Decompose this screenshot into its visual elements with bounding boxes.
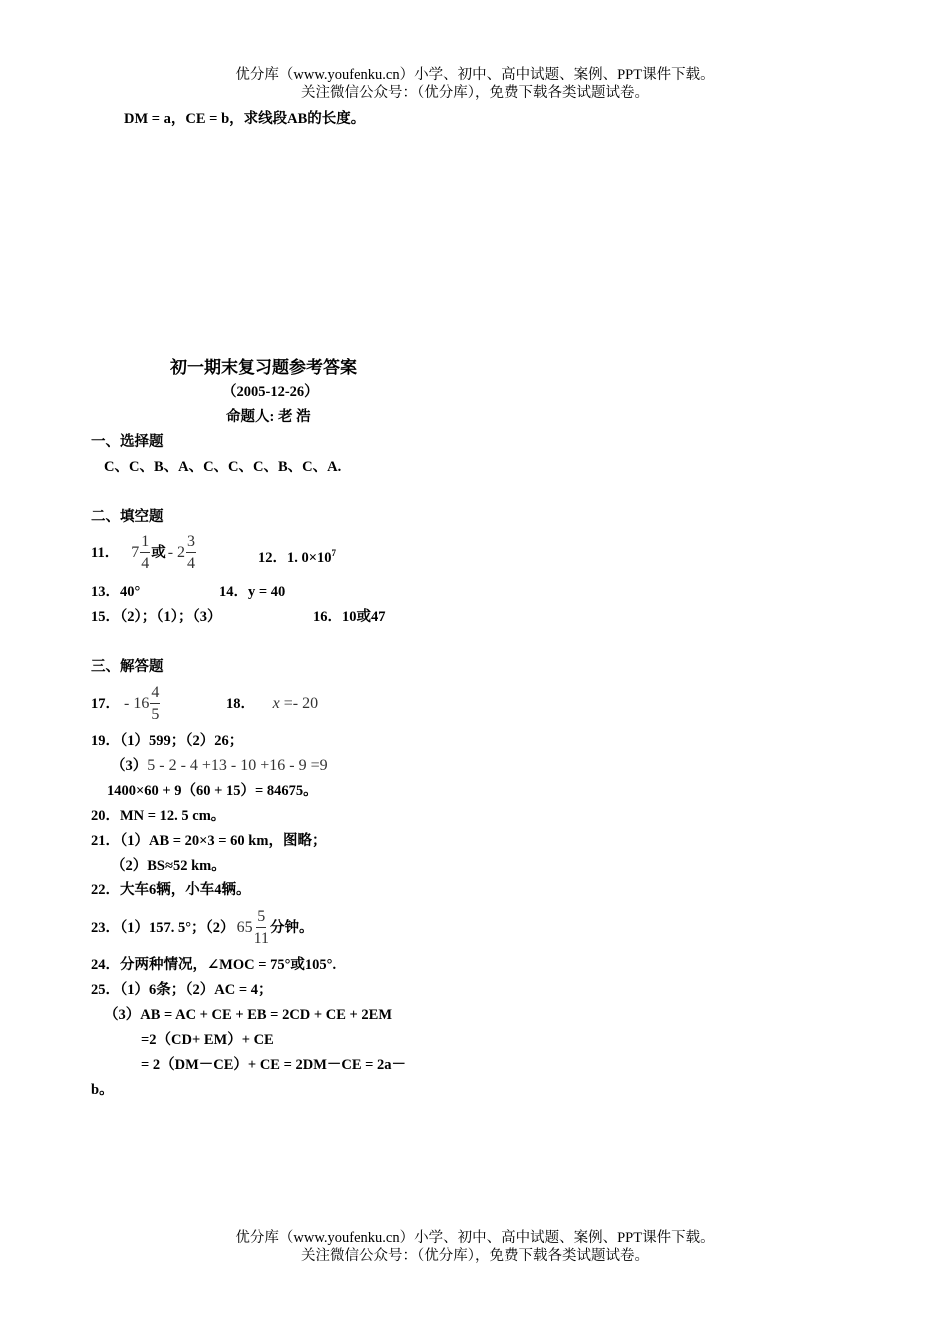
answer-22: 22．大车6辆，小车4辆。 [91,882,251,898]
answer-25-part-3-line-2: =2（CD+ EM）+ CE [141,1032,274,1048]
answer-17-mixed [124,681,161,727]
answer-11-numerator-1: 1 [140,532,150,553]
answer-25-part-3-line-4: b。 [91,1082,114,1098]
answer-11-fraction-1 [140,532,150,574]
answer-18-label: 18． [226,696,255,712]
answer-23-unit: 分钟。 [269,920,314,936]
header-line-1: 优分库（www.youfenku.cn）小学、初中、高中试题、案例、PPT课件下载。 [235,67,715,83]
answer-17-label: 17． [91,696,120,712]
answer-25-part-3-line-1: （3）AB = AC + CE + EB = 2CD + CE + 2EM [104,1007,393,1023]
answer-19-part-3-result: 1400×60 + 9（60 + 15）= 84675。 [107,783,318,799]
answer-25-part-3-line-3: = 2（DM－CE）+ CE = 2DM－CE = 2a－ [141,1057,407,1073]
answer-19-part-1: 19．（1）599；（2）26； [91,733,244,749]
answer-19-part-3-label: （3） [111,758,148,774]
answer-11-denominator-2: 4 [187,555,196,572]
answer-11-or: 或 [151,545,166,561]
answer-14: 14．y = 40 [219,584,286,600]
answer-11-denominator-1: 4 [141,555,150,572]
answer-25-parts-1-2: 25．（1）6条；（2）AC = 4； [91,982,273,998]
answer-15: 15．（2）；（1）；（3） [91,609,222,625]
answer-17-denominator: 5 [151,706,160,723]
answer-12-text: 12．1. 0×10 [258,549,332,566]
section-fill-heading: 二、填空题 [91,509,164,525]
answer-23 [91,905,313,951]
answer-11-whole-2: - 2 [167,544,186,561]
answer-11-numerator-2: 3 [186,532,196,553]
answer-17-whole: - 16 [124,695,150,712]
answer-11-fraction-2 [186,532,196,574]
section-choice-heading: 一、选择题 [91,434,164,450]
answer-11-label: 11． [91,545,120,561]
answer-18-variable: x [272,695,280,712]
answer-11-mixed-1 [131,530,151,576]
answer-date: （2005-12-26） [222,384,319,400]
footer-line-1: 优分库（www.youfenku.cn）小学、初中、高中试题、案例、PPT课件下载。 [235,1230,715,1246]
answer-16: 16．10或47 [313,609,386,625]
section-solve-heading: 三、解答题 [91,659,164,675]
answer-21-part-2: （2）BS≈52 km。 [111,858,226,874]
answer-23-fraction [254,907,269,949]
answer-12 [258,543,336,568]
choice-answers: C、C、B、A、C、C、C、B、C、A. [104,459,342,475]
answer-20: 20．MN = 12. 5 cm。 [91,808,226,824]
answer-23-numerator: 5 [256,907,266,928]
answer-12-exponent: 7 [331,548,337,558]
header-line-2: 关注微信公众号：（优分库），免费下载各类试题试卷。 [301,85,649,101]
answer-author: 命题人: 老 浩 [226,409,311,425]
answer-18 [226,694,318,714]
answer-title: 初一期末复习题参考答案 [170,358,357,377]
answer-23-denominator: 11 [253,930,269,947]
answer-19-part-3-expression: 5 - 2 - 4 +13 - 10 +16 - 9 =9 [147,757,328,774]
answer-23-label: 23．（1）157. 5°；（2） [91,920,235,936]
answer-17-numerator: 4 [150,683,160,704]
answer-11 [91,530,197,576]
answer-11-mixed-2 [168,530,197,576]
answer-24: 24．分两种情况，∠MOC = 75°或105°. [91,957,337,973]
answer-19-part-3 [111,756,328,776]
answer-13: 13．40° [91,584,141,600]
answer-17 [91,681,161,727]
answer-21-part-1: 21．（1）AB = 20×3 = 60 km，图略； [91,833,327,849]
question-continuation: DM = a，CE = b，求线段AB的长度。 [124,111,366,127]
answer-23-mixed [237,905,270,951]
answer-17-fraction [150,683,160,725]
footer-line-2: 关注微信公众号：（优分库），免费下载各类试题试卷。 [301,1248,649,1264]
answer-23-whole: 65 [236,919,253,936]
answer-18-value: =- 20 [279,695,319,712]
answer-11-whole-1: 7 [131,544,140,561]
